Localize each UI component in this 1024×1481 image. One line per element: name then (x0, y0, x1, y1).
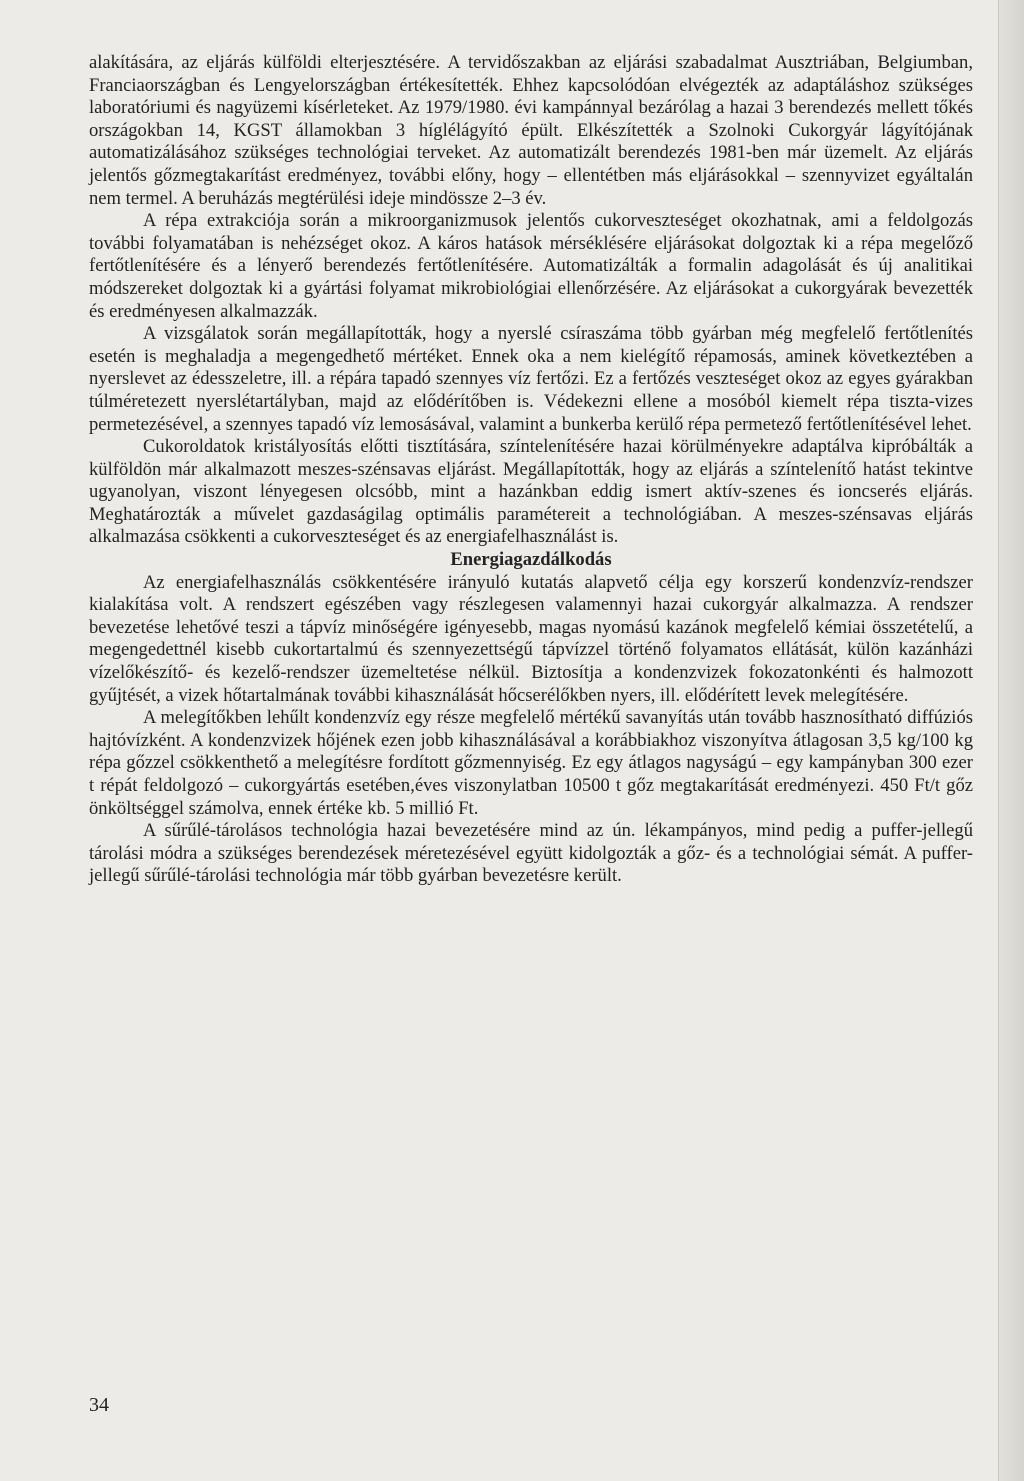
paragraph: A répa extrakciója során a mikroorganizmusok jelentős cukorveszteséget okozhatnak, ami a feldolgozás további folyamatában is nehézséget okoz. A káros hatások mérséklésére eljárásokat dolgoztak ki a répa megelőző fertőtlenítésére és a lényerő berendezés fertőtlenítésére. Automatizálták a formalin adagolását és új analitikai módszereket dolgoztak ki a gyártási folyamat mikrobiológiai ellenőrzésére. Az eljárásokat a cukorgyárak bevezették és eredményesen alkalmazzák. (89, 210, 973, 322)
paragraph: A sűrűlé-tárolásos technológia hazai bevezetésére mind az ún. lékampányos, mind pedig a puffer-jellegű tárolási módra a szükséges berendezések méretezésével együtt kidolgozták a gőz- és a technológiai sémát. A puffer-jellegű sűrűlé-tárolási technológia már több gyárban bevezetésre került. (89, 820, 973, 887)
page-number: 34 (89, 1394, 109, 1416)
paragraph: A vizsgálatok során megállapították, hogy a nyerslé csíraszáma több gyárban még megfelelő fertőtlenítés esetén is meghaladja a megengedhető mértéket. Ennek oka a nem kielégítő répamosás, aminek következtében a nyerslevet az édesszeletre, ill. a répára tapadó szennyes víz fertőzi. Ez a fertőzés veszteséget okoz az egyes gyárakban túlméretezett nyerslétartályban, majd az elődérítőben is. Védekezni ellene a mosóból kiemelt répa tiszta-vizes permetezésével, a szennyes tapadó víz lemosásával, valamint a bunkerba kerülő répa permetező fertőtlenítésével lehet. (89, 323, 973, 435)
paragraph: A melegítőkben lehűlt kondenzvíz egy része megfelelő mértékű savanyítás után tovább hasznosítható diffúziós hajtóvízként. A kondenzvizek hőjének ezen jobb kihasználásával a korábbiakhoz viszonyítva átlagosan 3,5 kg/100 kg répa gőzzel csökkenthető a melegítésre fordított gőzmennyiség. Ez egy átlagos nagyságú – egy kampányban 300 ezer t répát feldolgozó – cukorgyártás esetében,éves viszonylatban 10500 t gőz megtakarítását eredményezi. 450 Ft/t gőz önköltséggel számolva, ennek értéke kb. 5 millió Ft. (89, 707, 973, 819)
paragraph: Az energiafelhasználás csökkentésére irányuló kutatás alapvető célja egy korszerű kondenzvíz-rendszer kialakítása volt. A rendszert egészében vagy részlegesen valamennyi hazai cukorgyár alkalmazza. A rendszer bevezetése lehetővé teszi a tápvíz minőségére igényesebb, magas nyomású kazánok megfelelő kémiai összetételű, a megengedettnél kisebb cukortartalmú és szennyezettségű tápvízzel történő folyamatos ellátását, külön kazánházi vízelőkészítő- és kezelő-rendszer üzemeltetése nélkül. Biztosítja a kondenzvizek fokozatonkénti és halmozott gyűjtését, a vizek hőtartalmának további kihasználását hőcserélőkben nyers, ill. elődérített levek melegítésére. (89, 571, 973, 706)
paragraph: Cukoroldatok kristályosítás előtti tisztítására, színtelenítésére hazai körülményekre adaptálva kipróbálták a külföldön már alkalmazott meszes-szénsavas eljárást. Megállapították, hogy az eljárás a színtelenítő hatást tekintve ugyanolyan, viszont lényegesen olcsóbb, mint a hazánkban eddig ismert aktív-szenes és ioncserés eljárás. Meghatározták a művelet gazdaságilag optimális paramétereit a technológiában. A meszes-szénsavas eljárás alkalmazása csökkenti a cukorveszteséget és az energiafelhasználást is. (89, 436, 973, 548)
section-heading: Energiagazdálkodás (450, 549, 612, 571)
body-text (89, 52, 973, 888)
paragraph: alakítására, az eljárás külföldi elterjesztésére. A tervidőszakban az eljárási szabadalmat Ausztriában, Belgiumban, Franciaországban és Lengyelországban értékesítették. Ehhez kapcsolódóan elvégezték az adaptáláshoz szükséges laboratóriumi és nagyüzemi kísérleteket. Az 1979/1980. évi kampánnyal bezárólag a hazai 3 berendezés mellett tőkés országokban 14, KGST államokban 3 híglélágyító épült. Elkészítették a Szolnoki Cukorgyár lágyítójának automatizálásához szükséges technológiai terveket. Az automatizált berendezés 1981-ben már üzemelt. Az eljárás jelentős gőzmegtakarítást eredményez, további előny, hogy – ellentétben más eljárásokkal – szennyvizet egyáltalán nem termel. A beruházás megtérülési ideje mindössze 2–3 év. (89, 52, 973, 209)
page-edge (998, 0, 1024, 1481)
